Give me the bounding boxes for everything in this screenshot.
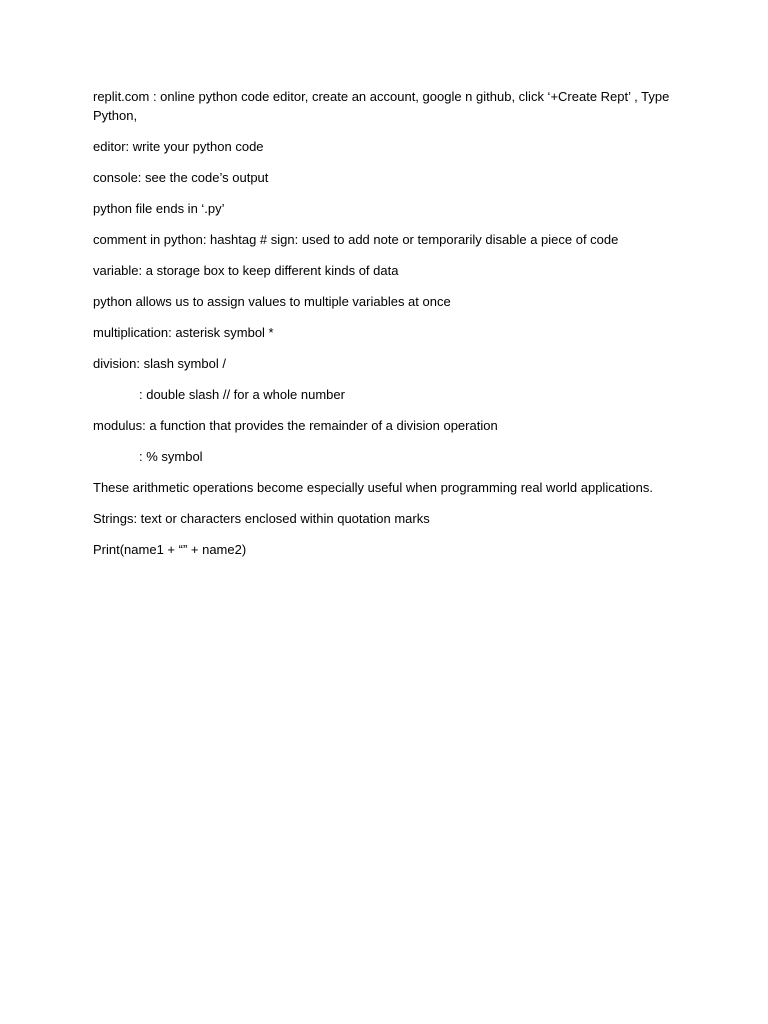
paragraph-comment: comment in python: hashtag # sign: used to add note or temporarily disable a piece of code	[93, 232, 619, 247]
paragraph-double-slash: : double slash // for a whole number	[139, 387, 345, 402]
paragraph-percent-symbol: : % symbol	[139, 449, 203, 464]
paragraph-editor: editor: write your python code	[93, 139, 264, 154]
paragraph-console: console: see the code’s output	[93, 170, 269, 185]
paragraph-python-file: python file ends in ‘.py’	[93, 201, 225, 216]
document-body	[93, 87, 683, 571]
paragraph-variable: variable: a storage box to keep different kinds of data	[93, 263, 399, 278]
paragraph-multiplication: multiplication: asterisk symbol *	[93, 325, 274, 340]
paragraph-strings: Strings: text or characters enclosed within quotation marks	[93, 511, 430, 526]
paragraph-replit-intro: replit.com : online python code editor, create an account, google n github, click ‘+Create Rept’ , Type Python,	[93, 89, 673, 123]
paragraph-division: division: slash symbol /	[93, 356, 226, 371]
paragraph-modulus: modulus: a function that provides the remainder of a division operation	[93, 418, 498, 433]
paragraph-arithmetic-note: These arithmetic operations become especially useful when programming real world applications.	[93, 480, 654, 495]
paragraph-print-example: Print(name1 + “” + name2)	[93, 542, 247, 557]
paragraph-multiple-assign: python allows us to assign values to multiple variables at once	[93, 294, 451, 309]
